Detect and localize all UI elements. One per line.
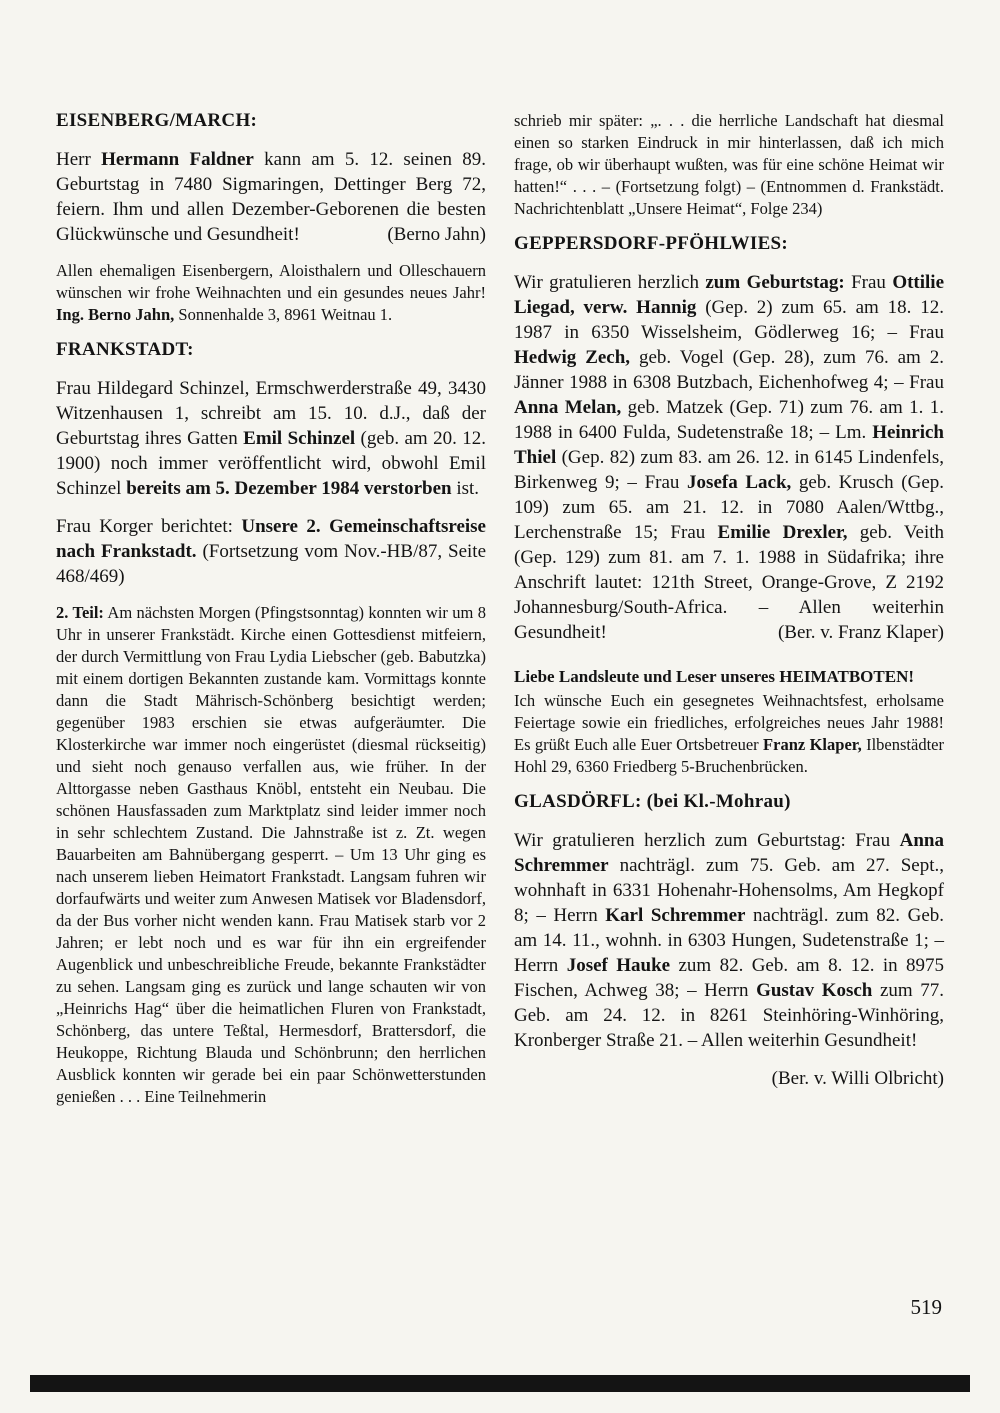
section-frankstadt xyxy=(56,339,486,1108)
section-heading-eisenberg: EISENBERG/MARCH: xyxy=(56,110,258,131)
glasdorfl-byline: (Ber. v. Willi Olbricht) xyxy=(771,1068,944,1089)
section-heading-glasdorfl: GLASDÖRFL: (bei Kl.-Mohrau) xyxy=(514,791,791,812)
left-column xyxy=(56,110,486,1121)
two-column-layout xyxy=(56,110,944,1121)
frankstadt-paragraph-korger: Frau Korger berichtet: Unsere 2. Gemeinschaftsreise nach Frankstadt. (Fortsetzung vom Nov.-HB/87, Seite 468/469) xyxy=(56,516,487,587)
glasdorfl-paragraph-birthdays: Wir gratulieren herzlich zum Geburtstag: Frau Anna Schremmer nachträgl. zum 75. Geb. am 27. Sept., wohnhaft in 6331 Hohenahr-Hohensolms, Am Hegkopf 8; – Herrn Karl Schremmer nachträgl. zum 82. Geb. am 14. 11., wohnh. in 6303 Hungen, Sudetenstraße 1; – Herrn Josef Hauke zum 82. Geb. am 8. 12. in 8975 Fischen, Achweg 38; – Herrn Gustav Kosch zum 77. Geb. am 24. 12. in 8261 Steinhöring-Winhöring, Kronberger Straße 21. – Allen weiterhin Gesundheit! xyxy=(514,830,945,1051)
geppersdorf-paragraph-birthdays: Wir gratulieren herzlich zum Geburtstag: Frau Ottilie Liegad, verw. Hannig (Gep. 2) zum 65. am 18. 12. 1987 in 6350 Wisselsheim, Gödlerweg 16; – Frau Hedwig Zech, geb. Vogel (Gep. 28), zum 76. am 2. Jänner 1988 in 6308 Butzbach, Eichenhofweg 4; – Frau Anna Melan, geb. Matzek (Gep. 71) zum 76. am 1. 1. 1988 in 6400 Fulda, Sudetenstraße 18; – Lm. Heinrich Thiel (Gep. 82) zum 83. am 26. 12. in 6145 Lindenfels, Birkenweg 9; – Frau Josefa Lack, geb. Krusch (Gep. 109) zum 65. am 21. 12. in 7080 Aalen/Wttbg., Lerchenstraße 15; Frau Emilie Drexler, geb. Veith (Gep. 129) zum 81. am 7. 1. 1988 in Südafrika; ihre Anschrift lautet: 121th Street, Orange-Grove, Z 2192 Johannesburg/South-Africa. – Allen weiterhin Gesundheit! (Ber. v. Franz Klaper) xyxy=(514,272,945,643)
frankstadt-paragraph-travel-report: 2. Teil: Am nächsten Morgen (Pfingstsonntag) konnten wir um 8 Uhr in unserer Frankstädt. Kirche einen Gottesdienst mitfeiern, der durch Vermittlung von Frau Lydia Liebscher (geb. Babutzka) mit einem dortigen Bekannten zustande kam. Vormittags konnte dann die Stadt Mährisch-Schönberg besichtigt werden; gegenüber 1983 erschien sie etwas aufgeräumter. Die Klosterkirche war immer noch eingerüstet (diesmal rückseitig) und sieht noch genauso verfallen aus, wie früher. In der Alttorgasse neben Gasthaus Knöbl, entsteht ein Neubau. Die schönen Hausfassaden zum Marktplatz sind leider immer noch in sehr schlechtem Zustand. Die Jahnstraße ist z. Zt. wegen Bauarbeiten am Bahnübergang gesperrt. – Um 13 Uhr ging es nach unserem lieben Heimatort Frankstadt. Langsam fuhren wir dorfaufwärts und weiter zum Anwesen Matisek vor Bladensdorf, da der Bus vorher nicht wenden kann. Frau Matisek starb vor 2 Jahren; er lebt noch und es war für ihn ein ergreifender Augenblick und unbeschreibliche Freude, bekannte Frankstädter zu sehen. Langsam ging es zurück und lange schauten wir von „Heinrichs Hag“ über die heimatlichen Fluren von Frankstadt, Schönberg, das untere Teßtal, Hermesdorf, Brattersdorf, die Heukoppe, Richtung Blauda und Schönbrunn; den herrlichen Ausblick konnten wir gerade bei ein paar Schönwetterstunden genießen . . . Eine Teilnehmerin xyxy=(56,603,486,1106)
section-landsleute xyxy=(514,665,944,778)
section-glasdorfl xyxy=(514,791,944,1091)
landsleute-paragraph-greeting: Ich wünsche Euch ein gesegnetes Weihnachtsfest, erholsame Feiertage sowie ein friedliches, erfolgreiches neues Jahr 1988! Es grüßt Euch alle Euer Ortsbetreuer Franz Klaper, Ilbenstädter Hohl 29, 6360 Friedberg 5-Bruchenbrücken. xyxy=(514,691,944,776)
section-eisenberg xyxy=(56,110,486,326)
right-column xyxy=(514,110,944,1121)
eisenberg-paragraph-greetings: Allen ehemaligen Eisenbergern, Aloisthalern und Olleschauern wünschen wir frohe Weihnachten und ein gesundes neues Jahr! Ing. Berno Jahn, Sonnenhalde 3, 8961 Weitnau 1. xyxy=(56,261,486,324)
travel-report-continuation: schrieb mir später: „. . . die herrliche Landschaft hat diesmal einen so starken Eindruck in mir hinterlassen, daß ich mich frage, ob wir überhaupt wußten, was für eine schöne Heimat wir hatten!“ . . . – (Fortsetzung folgt) – (Entnommen d. Frankstädt. Nachrichtenblatt „Unsere Heimat“, Folge 234) xyxy=(514,111,944,218)
page-number: 519 xyxy=(910,1295,942,1319)
eisenberg-paragraph-birthday: Herr Hermann Faldner kann am 5. 12. seinen 89. Geburtstag in 7480 Sigmaringen, Dettinger Berg 72, feiern. Ihm und allen Dezember-Geborenen die besten Glückwünsche und Gesundheit! (Berno Jahn) xyxy=(56,149,486,245)
section-heading-frankstadt: FRANKSTADT: xyxy=(56,339,194,360)
bottom-rule xyxy=(30,1375,970,1392)
landsleute-sub-heading: Liebe Landsleute und Leser unseres HEIMATBOTEN! xyxy=(514,667,915,686)
section-geppersdorf xyxy=(514,233,944,645)
section-heading-geppersdorf: GEPPERSDORF-PFÖHLWIES: xyxy=(514,233,789,254)
frankstadt-paragraph-schinzel: Frau Hildegard Schinzel, Ermschwerderstraße 49, 3430 Witzenhausen 1, schreibt am 15. 10. d.J., daß der Geburtstag ihres Gatten Emil Schinzel (geb. am 20. 12. 1900) noch immer veröffentlicht wird, obwohl Emil Schinzel bereits am 5. Dezember 1984 verstorben ist. xyxy=(56,378,486,499)
